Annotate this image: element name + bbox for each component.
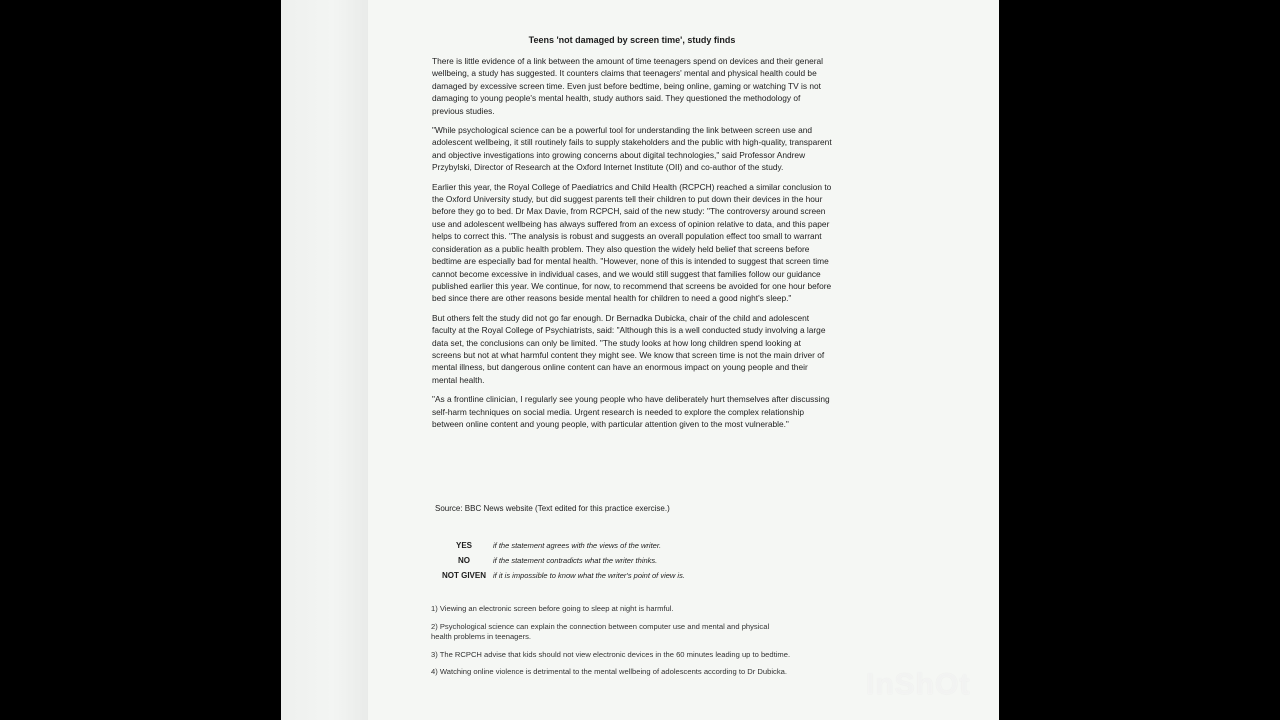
key-description: if it is impossible to know what the writer's point of view is. (493, 571, 685, 580)
source-note: Source: BBC News website (Text edited for this practice exercise.) (435, 504, 670, 513)
key-label: YES (455, 541, 472, 550)
document-page (368, 0, 999, 720)
paragraph-1: There is little evidence of a link between the amount of time teenagers spend on devices and their general wellbeing, a study has suggested. It counters claims that teenagers' mental and physical health could be damaged by excessive screen time. Even just before bedtime, being online, gaming or watching TV is not damaging to young people's mental health, study authors said. They questioned the methodology of previous studies. (432, 56, 824, 116)
article-title: Teens 'not damaged by screen time', study finds (528, 35, 736, 45)
paragraph-3: Earlier this year, the Royal College of Paediatrics and Child Health (RCPCH) reached a similar conclusion to the Oxford University study, but did suggest parents tell their children to put down their devices in the hour before they go to bed. Dr Max Davie, from RCPCH, said of the new study: "The controversy around screen use and adolescent wellbeing has always suffered from an excess of opinion relative to data, and this paper helps to correct this. "The analysis is robust and suggests an overall population effect too small to warrant consideration as a public health problem. They also question the widely held belief that screens before bedtime are especially bad for mental health. "However, none of this is intended to suggest that screen time cannot become excessive in individual cases, and we would still suggest that families follow our guidance published earlier this year. We continue, for now, to recommend that screens be avoided for one hour before bed since there are other reasons beside mental health for children to need a good night's sleep." (432, 181, 832, 304)
question-4: 4) Watching online violence is detrimental to the mental wellbeing of adolescents according to Dr Dubicka. (431, 667, 787, 676)
article-body (432, 55, 832, 437)
paragraph-5: "As a frontline clinician, I regularly see young people who have deliberately hurt themselves after discussing self-harm techniques on social media. Urgent research is needed to explore the complex relationship between online content and young people, with particular attention given to the most vulnerable." (432, 394, 830, 429)
paragraph-4: But others felt the study did not go far enough. Dr Bernadka Dubicka, chair of the child and adolescent faculty at the Royal College of Psychiatrists, said: "Although this is a well conducted study involving a large data set, the conclusions can only be limited. "The study looks at how long children spend looking at screens but not at what harmful content they might see. We know that screen time is not the main driver of mental illness, but dangerous online content can have an enormous impact on young people and their mental health. (432, 312, 826, 385)
key-label: NOT GIVEN (441, 571, 486, 580)
inshot-watermark: InShOt (866, 668, 971, 701)
paragraph-2: "While psychological science can be a powerful tool for understanding the link between screen use and adolescent wellbeing, it still routinely fails to supply stakeholders and the public with high-quality, transparent and objective investigations into growing concerns about digital technologies," said Professor Andrew Przybylski, Director of Research at the Oxford Internet Institute (OII) and co-author of the study. (432, 125, 832, 173)
question-list (431, 604, 791, 685)
key-label: NO (458, 556, 470, 565)
question-3: 3) The RCPCH advise that kids should not view electronic devices in the 60 minutes leading up to bedtime. (431, 649, 791, 659)
key-description: if the statement agrees with the views of the writer. (493, 541, 662, 550)
key-description: if the statement contradicts what the writer thinks. (493, 556, 658, 565)
question-1: 1) Viewing an electronic screen before going to sleep at night is harmful. (431, 604, 674, 613)
page-left-margin (281, 0, 368, 720)
question-2: 2) Psychological science can explain the connection between computer use and mental and physical health problems in teenagers. (431, 621, 770, 641)
